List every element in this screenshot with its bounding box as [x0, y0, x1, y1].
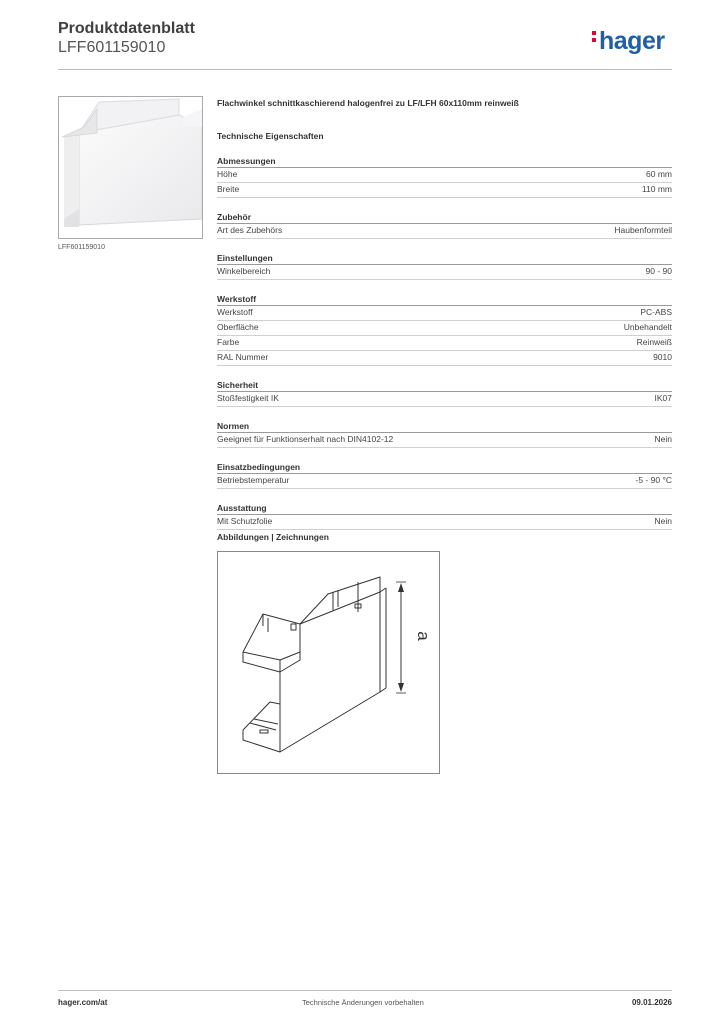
property-row — [217, 433, 672, 448]
property-row — [217, 474, 672, 489]
technical-properties-heading: Technische Eigenschaften — [217, 131, 324, 141]
footer-note: Technische Änderungen vorbehalten — [302, 998, 424, 1007]
property-value: 60 mm — [646, 169, 672, 179]
property-row — [217, 392, 672, 407]
logo-dots-icon — [592, 28, 597, 45]
product-photo-image — [59, 97, 202, 238]
property-label: Farbe — [217, 337, 240, 347]
hager-logo[interactable] — [592, 27, 665, 56]
footer-website-link[interactable]: hager.com/at — [58, 998, 108, 1007]
property-value: Unbehandelt — [623, 322, 672, 332]
section-title: Einstellungen — [217, 252, 672, 265]
property-section — [217, 502, 672, 530]
property-section — [217, 155, 672, 198]
property-section — [217, 461, 672, 489]
property-row — [217, 306, 672, 321]
property-label: Betriebstemperatur — [217, 475, 290, 485]
property-section — [217, 211, 672, 239]
product-photo — [58, 96, 203, 239]
footer-divider — [58, 990, 672, 991]
logo-text: hager — [599, 27, 665, 55]
property-value: Haubenformteil — [614, 225, 672, 235]
technical-drawing — [217, 551, 440, 774]
property-label: Höhe — [217, 169, 238, 179]
technical-drawing-image — [218, 552, 439, 773]
property-label: RAL Nummer — [217, 352, 269, 362]
property-label: Winkelbereich — [217, 266, 271, 276]
property-label: Mit Schutzfolie — [217, 516, 273, 526]
property-label: Stoßfestigkeit IK — [217, 393, 279, 403]
property-value: 110 mm — [641, 184, 672, 194]
property-row — [217, 321, 672, 336]
property-row — [217, 168, 672, 183]
property-value: 9010 — [653, 352, 672, 362]
section-title: Einsatzbedingungen — [217, 461, 672, 474]
article-number: LFF601159010 — [58, 39, 166, 56]
section-title: Sicherheit — [217, 379, 672, 392]
section-title: Zubehör — [217, 211, 672, 224]
dimension-label: a — [414, 631, 433, 641]
section-title: Ausstattung — [217, 502, 672, 515]
page-title: Produktdatenblatt — [58, 20, 195, 37]
property-section — [217, 293, 672, 366]
footer-date: 09.01.2026 — [631, 998, 672, 1007]
property-row — [217, 224, 672, 239]
property-sections — [217, 155, 672, 530]
property-label: Geeignet für Funktionserhalt nach DIN4102-12 — [217, 434, 394, 444]
property-label: Oberfläche — [217, 322, 259, 332]
product-title: Flachwinkel schnittkaschierend halogenfrei zu LF/LFH 60x110mm reinweiß — [217, 98, 519, 108]
photo-caption: LFF601159010 — [58, 244, 105, 251]
property-value: 90 - 90 — [645, 266, 672, 276]
section-title: Normen — [217, 420, 672, 433]
property-value: PC-ABS — [640, 307, 672, 317]
property-section — [217, 379, 672, 407]
section-title: Werkstoff — [217, 293, 672, 306]
product-details — [217, 96, 672, 530]
property-value: Reinweiß — [636, 337, 672, 347]
property-value: Nein — [654, 516, 672, 526]
property-label: Breite — [217, 184, 240, 194]
property-value: -5 - 90 °C — [635, 475, 672, 485]
property-row — [217, 515, 672, 530]
property-label: Werkstoff — [217, 307, 253, 317]
property-row — [217, 351, 672, 366]
property-row — [217, 183, 672, 198]
section-title: Abmessungen — [217, 155, 672, 168]
property-section — [217, 420, 672, 448]
property-section — [217, 252, 672, 280]
header-divider — [58, 69, 672, 70]
property-label: Art des Zubehörs — [217, 225, 283, 235]
drawings-heading: Abbildungen | Zeichnungen — [217, 532, 329, 542]
property-value: Nein — [654, 434, 672, 444]
property-row — [217, 265, 672, 280]
property-row — [217, 336, 672, 351]
property-value: IK07 — [654, 393, 672, 403]
